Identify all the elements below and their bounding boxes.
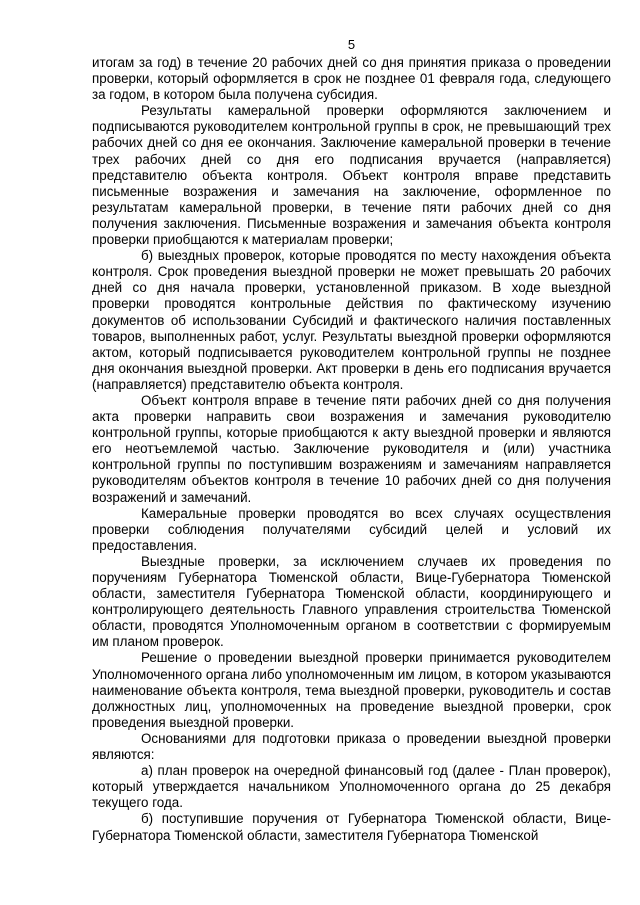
paragraph-kameralnaya-results: Результаты камеральной проверки оформляются заключением и подписываются руководителем контрольной группы в срок, не превышающий трех рабочих дней со дня ее окончания. Заключение камеральной проверки в течение трех рабочих дней со дня его подписания вручается (направляется) представителю объекта контроля. Объект контроля вправе представить письменные возражения и замечания на заключение, оформленное по результатам камеральной проверки, в течение пяти рабочих дней со дня получения заключения. Письменные возражения и замечания объекта контроля проверки приобщаются к материалам проверки; bbox=[92, 103, 611, 248]
paragraph-kameralnye-cases: Камеральные проверки проводятся во всех случаях осуществления проверки соблюдения получателями субсидий целей и условий их предоставления. bbox=[92, 505, 611, 553]
paragraph-grounds-b: б) поступившие поручения от Губернатора Тюменской области, Вице-Губернатора Тюменской области, заместителя Губернатора Тюменской bbox=[92, 811, 611, 843]
paragraph-continuation: итогам за год) в течение 20 рабочих дней со дня принятия приказа о проведении проверки, который оформляется в срок не позднее 01 февраля года, следующего за годом, в котором была получена субсидия. bbox=[92, 55, 611, 103]
paragraph-vyezdnye-plan: Выездные проверки, за исключением случаев их проведения по поручениям Губернатора Тюменской области, Вице-Губернатора Тюменской области, заместителя Губернатора Тюменской области, координирующего и контролирующего деятельность Главного управления строительства Тюменской области, проводятся Уполномоченным органом в соответствии с формируемым им планом проверок. bbox=[92, 553, 611, 650]
paragraph-grounds: Основаниями для подготовки приказа о проведении выездной проверки являются: bbox=[92, 730, 611, 763]
document-body bbox=[92, 55, 611, 844]
paragraph-vyezdnye-proverki: б) выездных проверок, которые проводятся по месту нахождения объекта контроля. Срок проведения выездной проверки не может превышать 20 рабочих дней со дня начала проверки, установленной приказом. В ходе выездной проверки проводятся контрольные действия по фактическому изучению документов об использовании Субсидий и фактического наличия поставленных товаров, выполненных работ, услуг. Результаты выездной проверки оформляются актом, который подписывается руководителем контрольной группы не позднее дня окончания выездной проверки. Акт проверки в день его подписания вручается (направляется) представителю объекта контроля. bbox=[92, 248, 611, 392]
paragraph-objections: Объект контроля вправе в течение пяти рабочих дней со дня получения акта проверки направить свои возражения и замечания руководителю контрольной группы, которые приобщаются к акту выездной проверки и являются его неотъемлемой частью. Заключение руководителя и (или) участника контрольной группы по поступившим возражениям и замечаниям направляется руководителям объектов контроля в течение 10 рабочих дней со дня получения возражений и замечаний. bbox=[92, 392, 611, 505]
page-number: 5 bbox=[347, 37, 356, 52]
paragraph-grounds-a: а) план проверок на очередной финансовый год (далее - План проверок), который утверждается начальником Уполномоченного органа до 25 декабря текущего года. bbox=[92, 763, 611, 811]
document-page bbox=[92, 0, 611, 844]
paragraph-decision: Решение о проведении выездной проверки принимается руководителем Уполномоченного органа либо уполномоченным им лицом, в котором указываются наименование объекта контроля, тема выездной проверки, руководитель и состав должностных лиц, уполномоченных на проведение выездной проверки, срок проведения выездной проверки. bbox=[92, 650, 611, 730]
